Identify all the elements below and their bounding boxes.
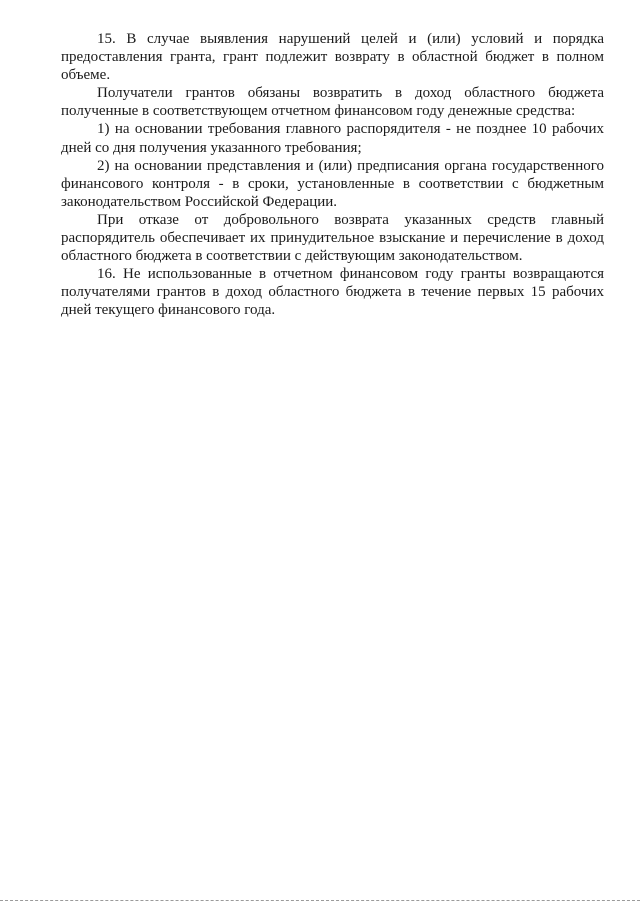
document-body: [61, 30, 604, 320]
paragraph-item-2: 2) на основании представления и (или) предписания органа государственного финансового контроля - в сроки, установленные в соответствии с бюджетным законодательством Российской Федерации.: [61, 157, 604, 210]
page-bottom-edge: [0, 900, 640, 903]
paragraph-item-1: 1) на основании требования главного распорядителя - не позднее 10 рабочих дней со дня получения указанного требования;: [61, 121, 604, 156]
paragraph-15-return-of-grant: 15. В случае выявления нарушений целей и (или) условий и порядка предоставления гранта, грант подлежит возврату в областной бюджет в полном объеме.: [61, 31, 604, 84]
paragraph-16-unused-grants: 16. Не использованные в отчетном финансовом году гранты возвращаются получателями грантов в доход областного бюджета в течение первых 15 рабочих дней текущего финансового года.: [61, 266, 604, 319]
paragraph-obligation-to-return: Получатели грантов обязаны возвратить в доход областного бюджета полученные в соответствующем отчетном финансовом году денежные средства:: [61, 85, 604, 120]
paragraph-forced-collection: При отказе от добровольного возврата указанных средств главный распорядитель обеспечивает их принудительное взыскание и перечисление в доход областного бюджета в соответствии с действующим законодательством.: [61, 211, 604, 265]
